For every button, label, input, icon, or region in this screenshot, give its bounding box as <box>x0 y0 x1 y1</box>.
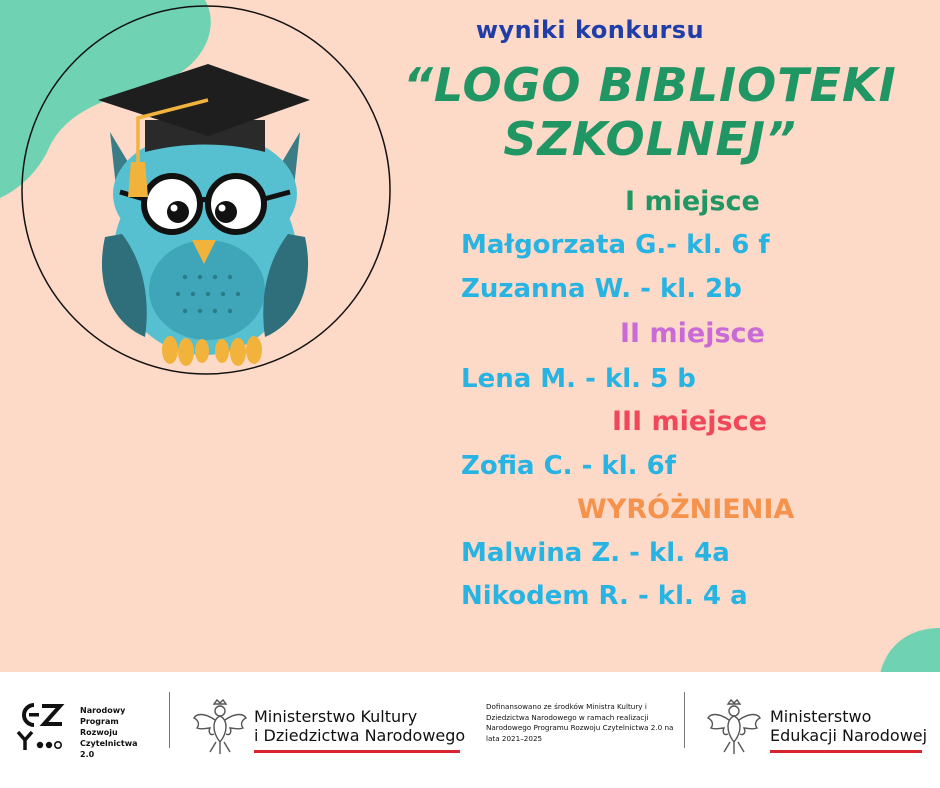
winner-name: Malwina Z. - kl. 4a <box>461 538 730 568</box>
winner-name: Zofia C. - kl. 6f <box>461 451 676 481</box>
funding-note: Dofinansowano ze środków Ministra Kultury i Dziedzictwa Narodowego w ramach realizacji Narodowego Programu Rozwoju Czytelnictwa 2.0 na lata 2021–2025 <box>486 702 674 743</box>
ministry-culture-name: Ministerstwo Kultury i Dziedzictwa Narodowego <box>254 707 466 745</box>
winner-name: Zuzanna W. - kl. 2b <box>461 274 742 304</box>
sponsor-footer <box>0 672 940 788</box>
footer-divider <box>169 692 170 748</box>
honorable-mentions-heading: WYRÓŻNIENIA <box>577 494 795 525</box>
polish-eagle-icon <box>192 698 248 756</box>
second-place-heading: II miejsce <box>620 318 765 349</box>
red-underline <box>770 750 922 753</box>
red-underline <box>254 750 460 753</box>
subtitle: wyniki konkursu <box>475 16 705 44</box>
footer-divider <box>684 692 685 748</box>
polish-eagle-icon <box>706 698 762 756</box>
title-line-1: “LOGO BIBLIOTEKI <box>403 58 897 112</box>
nprc-name: Narodowy Program Rozwoju Czytelnictwa 2.0 <box>80 706 138 759</box>
page-title <box>380 58 920 166</box>
winner-name: Nikodem R. - kl. 4 a <box>461 581 748 611</box>
title-line-2: SZKOLNEJ” <box>503 112 797 166</box>
owl-illustration <box>10 2 395 382</box>
ministry-education-name: Ministerstwo Edukacji Narodowej <box>770 707 928 745</box>
first-place-heading: I miejsce <box>625 186 760 217</box>
third-place-heading: III miejsce <box>612 406 767 437</box>
owl-graduate-icon <box>10 2 395 382</box>
corner-blob-bottom-right <box>880 600 940 674</box>
winner-name: Małgorzata G.- kl. 6 f <box>461 230 770 260</box>
nprc-logo-icon <box>16 702 76 752</box>
winner-name: Lena M. - kl. 5 b <box>461 364 696 394</box>
